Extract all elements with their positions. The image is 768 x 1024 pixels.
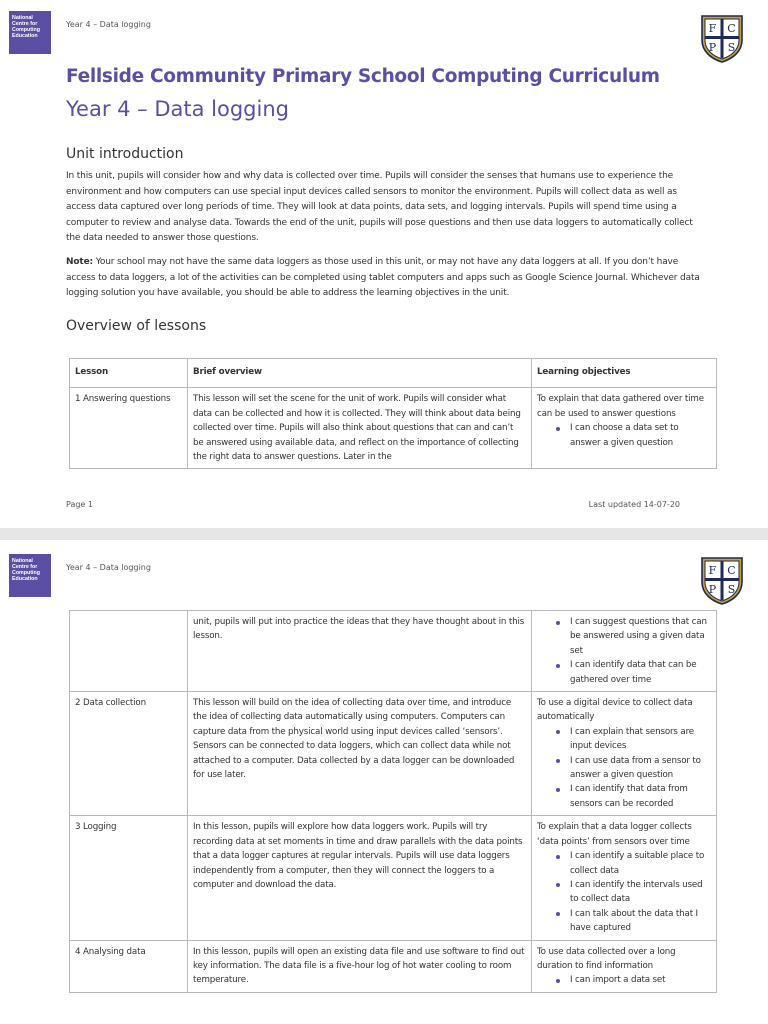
lesson-cell: 1 Answering questions bbox=[70, 388, 188, 469]
objectives-cell bbox=[532, 940, 717, 992]
objective-text: To explain that data gathered over time can be used to answer questions bbox=[537, 394, 704, 419]
table-row bbox=[70, 388, 717, 469]
logo-line: Education bbox=[12, 576, 38, 582]
logo-line: Computing bbox=[12, 570, 40, 576]
logo-line: Computing bbox=[12, 27, 40, 33]
overview-cell: This lesson will set the scene for the unit of work. Pupils will consider what data can be collected and how it is collected. They will think about data being collected over time. Pupils will also think about questions that can and can’t be answered using available data, and reflect on the importance of collecting the right data to answer questions. Later in the bbox=[188, 388, 532, 469]
school-crest-icon bbox=[700, 556, 744, 606]
logo-line: National bbox=[12, 558, 33, 564]
objective-bullet: I can identify the intervals used to collect data bbox=[537, 878, 711, 907]
table-row bbox=[70, 816, 717, 940]
objective-bullet: I can identify data that can be gathered over time bbox=[537, 658, 711, 687]
lesson-cell: 3 Logging bbox=[70, 816, 188, 940]
logo-line: Centre for bbox=[12, 21, 38, 27]
running-header: Year 4 – Data logging bbox=[66, 20, 151, 29]
objectives-cell bbox=[532, 692, 717, 816]
objectives-cell bbox=[532, 388, 717, 469]
lesson-cell bbox=[70, 611, 188, 692]
note-label: Note: bbox=[66, 257, 93, 267]
objective-list bbox=[537, 849, 711, 935]
table-row bbox=[70, 692, 717, 816]
objective-text: To use a digital device to collect data automatically bbox=[537, 698, 693, 723]
objectives-cell bbox=[532, 816, 717, 940]
objective-bullet: I can choose a data set to answer a given question bbox=[537, 421, 711, 450]
crest-letter: S bbox=[727, 583, 736, 596]
intro-paragraph: In this unit, pupils will consider how and why data is collected over time. Pupils will consider the senses that humans use to experience the environment and how computers can use special input devices called sensors to monitor the environment. Pupils will collect data as well as access data captured over long periods of time. They will look at data points, data sets, and logging intervals. Pupils will spend time using a computer to review and analyse data. Towards the end of the unit, pupils will pose questions and then use data loggers to automatically collect the data needed to answer those questions. bbox=[66, 171, 693, 244]
logo-line: National bbox=[12, 15, 33, 21]
ncce-logo bbox=[9, 11, 51, 54]
crest-letter: S bbox=[727, 41, 736, 54]
logo-line: Centre for bbox=[12, 564, 38, 570]
note-paragraph bbox=[66, 255, 708, 302]
page-gap bbox=[0, 528, 768, 540]
lessons-table bbox=[69, 358, 717, 469]
overview-heading: Overview of lessons bbox=[66, 318, 207, 334]
lessons-table-continued bbox=[69, 610, 717, 993]
objective-list bbox=[537, 421, 711, 450]
table-header-row bbox=[70, 359, 717, 388]
header-objectives: Learning objectives bbox=[532, 359, 717, 388]
objective-list bbox=[537, 615, 711, 687]
objective-text: To use data collected over a long duration to find information bbox=[537, 946, 676, 971]
school-crest-icon bbox=[700, 14, 744, 64]
objective-bullet: I can talk about the data that I have captured bbox=[537, 907, 711, 936]
crest-letter: P bbox=[708, 583, 717, 596]
objective-bullet: I can suggest questions that can be answered using a given data set bbox=[537, 615, 711, 658]
table-row bbox=[70, 611, 717, 692]
objective-bullet: I can import a data set bbox=[537, 973, 711, 987]
ncce-logo bbox=[9, 554, 51, 597]
objective-list bbox=[537, 973, 711, 987]
objective-bullet: I can identify a suitable place to collect data bbox=[537, 849, 711, 878]
crest-letter: C bbox=[727, 22, 736, 35]
objectives-cell bbox=[532, 611, 717, 692]
objective-bullet: I can identify that data from sensors can be recorded bbox=[537, 782, 711, 811]
lesson-cell: 4 Analysing data bbox=[70, 940, 188, 992]
last-updated: Last updated 14-07-20 bbox=[588, 500, 680, 509]
overview-cell: unit, pupils will put into practice the ideas that they have thought about in this lesson. bbox=[188, 611, 532, 692]
school-title: Fellside Community Primary School Computing Curriculum bbox=[66, 66, 660, 87]
objective-list bbox=[537, 725, 711, 811]
crest-letter: F bbox=[708, 564, 717, 577]
document-page-2 bbox=[0, 540, 768, 1024]
crest-letter: P bbox=[708, 41, 717, 54]
table-row bbox=[70, 940, 717, 992]
crest-letter: F bbox=[708, 22, 717, 35]
note-text: Your school may not have the same data loggers as those used in this unit, or may not have any data loggers at all. If you don’t have access to data loggers, a lot of the activities can be completed using tablet computers and apps such as Google Science Journal. Whichever data logging solution you have available, you should be able to address the learning objectives in the unit. bbox=[66, 257, 700, 299]
unit-title: Year 4 – Data logging bbox=[66, 97, 289, 121]
objective-bullet: I can use data from a sensor to answer a given question bbox=[537, 754, 711, 783]
logo-line: Education bbox=[12, 33, 38, 39]
crest-letter: C bbox=[727, 564, 736, 577]
overview-cell: In this lesson, pupils will explore how data loggers work. Pupils will try recording data at set moments in time and draw parallels with the data points that a data logger captures at regular intervals. Pupils will use data loggers independently from a computer, then they will connect the loggers to a computer and download the data. bbox=[188, 816, 532, 940]
overview-cell: In this lesson, pupils will open an existing data file and use software to find out key information. The data file is a five-hour log of hot water cooling to room temperature. bbox=[188, 940, 532, 992]
objective-bullet: I can explain that sensors are input devices bbox=[537, 725, 711, 754]
objective-text: To explain that a data logger collects ‘data points’ from sensors over time bbox=[537, 822, 692, 847]
page-number: Page 1 bbox=[66, 500, 93, 509]
overview-cell: This lesson will build on the idea of collecting data over time, and introduce the idea of collecting data automatically using computers. Computers can capture data from the physical world using input devices called ‘sensors’. Sensors can be connected to data loggers, which can collect data while not attached to a computer. Data collected by a data logger can be downloaded for use later. bbox=[188, 692, 532, 816]
running-header: Year 4 – Data logging bbox=[66, 563, 151, 572]
header-overview: Brief overview bbox=[188, 359, 532, 388]
header-lesson: Lesson bbox=[70, 359, 188, 388]
unit-introduction-heading: Unit introduction bbox=[66, 146, 184, 162]
lesson-cell: 2 Data collection bbox=[70, 692, 188, 816]
